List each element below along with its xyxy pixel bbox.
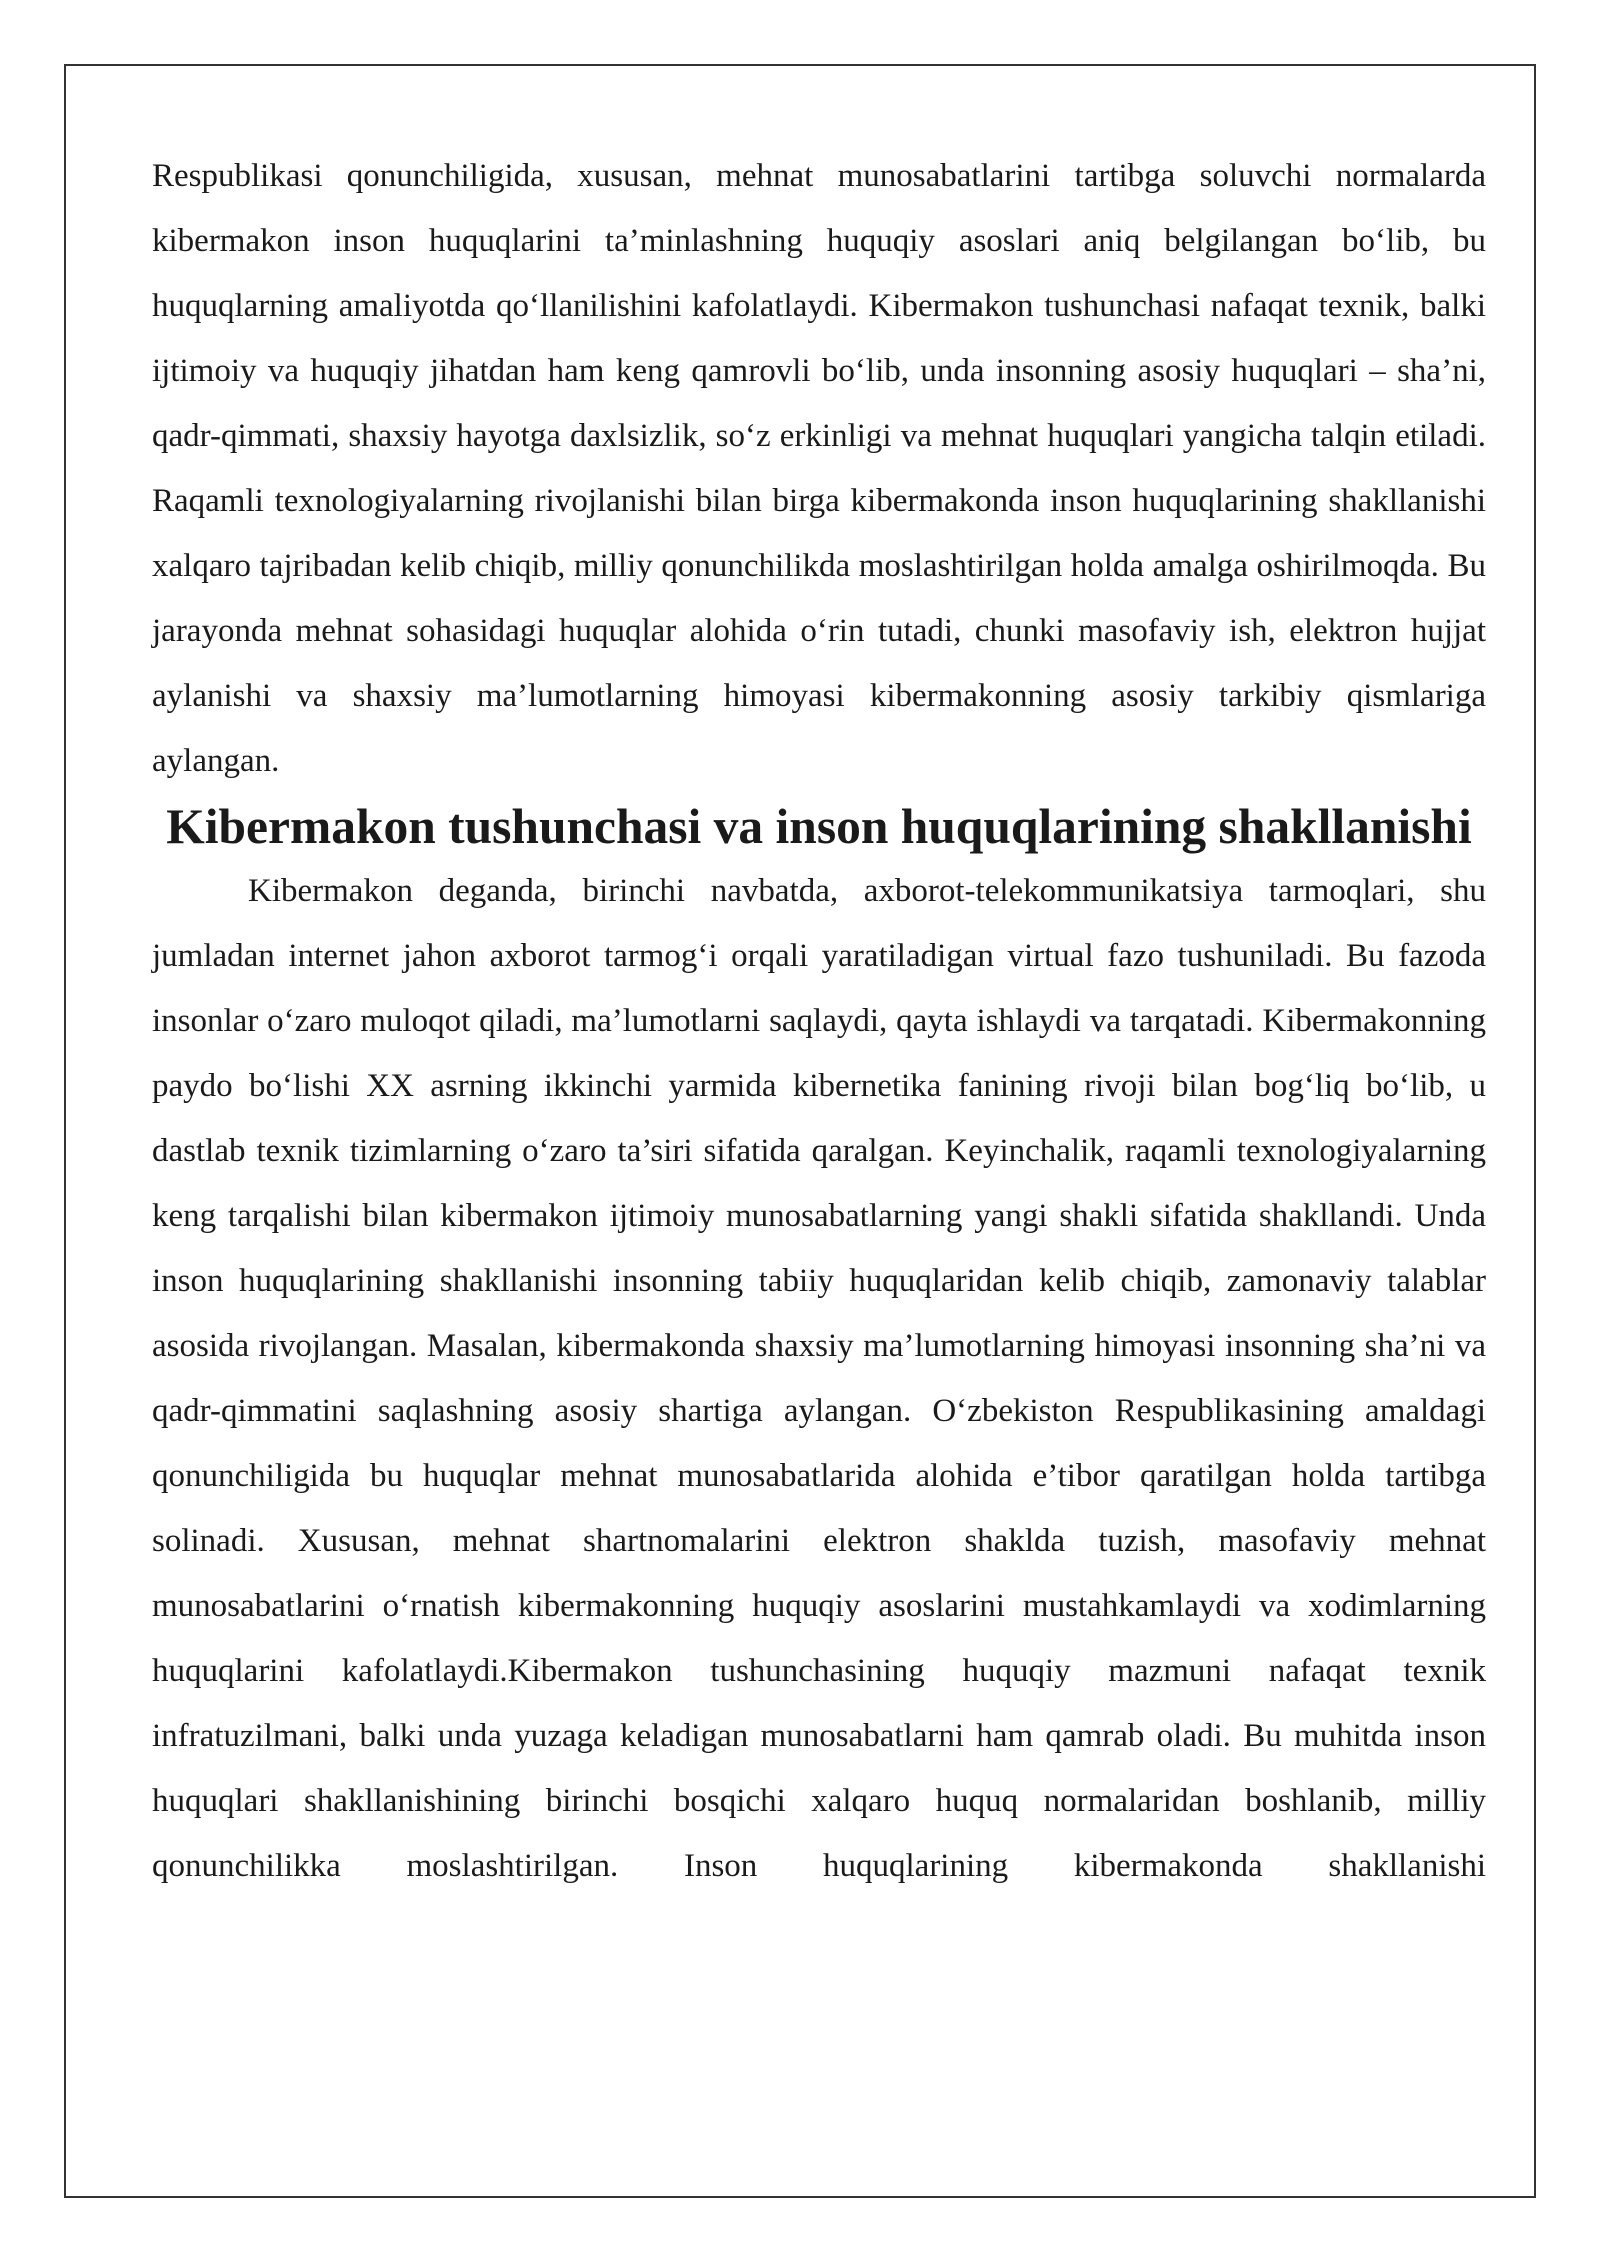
body-paragraph-1: Respublikasi qonunchiligida, xususan, mehnat munosabatlarini tartibga soluvchi normalarda kibermakon inson huquqlarini ta’minlashning huquqiy asoslari aniq belgilangan bo‘lib, bu huquqlarning amaliyotda qo‘llanilishini kafolatlaydi. Kibermakon tushunchasi nafaqat texnik, balki ijtimoiy va huquqiy jihatdan ham keng qamrovli bo‘lib, unda insonning asosiy huquqlari – sha’ni, qadr-qimmati, shaxsiy hayotga daxlsizlik, so‘z erkinligi va mehnat huquqlari yangicha talqin etiladi. Raqamli texnologiyalarning rivojlanishi bilan birga kibermakonda inson huquqlarining shakllanishi xalqaro tajribadan kelib chiqib, milliy qonunchilikda moslashtirilgan holda amalga oshirilmoqda. Bu jarayonda mehnat sohasidagi huquqlar alohida o‘rin tutadi, chunki masofaviy ish, elektron hujjat aylanishi va shaxsiy ma’lumotlarning himoyasi kibermakonning asosiy tarkibiy qismlariga aylangan. — [152, 158, 1486, 779]
document-body — [152, 144, 1486, 1899]
section-heading: Kibermakon tushunchasi va inson huquqlarining shakllanishi — [166, 799, 1472, 854]
body-paragraph-2: Kibermakon deganda, birinchi navbatda, axborot-telekommunikatsiya tarmoqlari, shu jumladan internet jahon axborot tarmog‘i orqali yaratiladigan virtual fazo tushuniladi. Bu fazoda insonlar o‘zaro muloqot qiladi, ma’lumotlarni saqlaydi, qayta ishlaydi va tarqatadi. Kibermakonning paydo bo‘lishi XX asrning ikkinchi yarmida kibernetika fanining rivoji bilan bog‘liq bo‘lib, u dastlab texnik tizimlarning o‘zaro ta’siri sifatida qaralgan. Keyinchalik, raqamli texnologiyalarning keng tarqalishi bilan kibermakon ijtimoiy munosabatlarning yangi shakli sifatida shakllandi. Unda inson huquqlarining shakllanishi insonning tabiiy huquqlaridan kelib chiqib, zamonaviy talablar asosida rivojlangan. Masalan, kibermakonda shaxsiy ma’lumotlarning himoyasi insonning sha’ni va qadr-qimmatini saqlashning asosiy shartiga aylangan. O‘zbekiston Respublikasining amaldagi qonunchiligida bu huquqlar mehnat munosabatlarida alohida e’tibor qaratilgan holda tartibga solinadi. Xususan, mehnat shartnomalarini elektron shaklda tuzish, masofaviy mehnat munosabatlarini o‘rnatish kibermakonning huquqiy asoslarini mustahkamlaydi va xodimlarning huquqlarini kafolatlaydi.Kibermakon tushunchasining huquqiy mazmuni nafaqat texnik infratuzilmani, balki unda yuzaga keladigan munosabatlarni ham qamrab oladi. Bu muhitda inson huquqlari shakllanishining birinchi bosqichi xalqaro huquq normalaridan boshlanib, milliy qonunchilikka moslashtirilgan. Inson huquqlarining kibermakonda shakllanishi — [152, 873, 1486, 1884]
